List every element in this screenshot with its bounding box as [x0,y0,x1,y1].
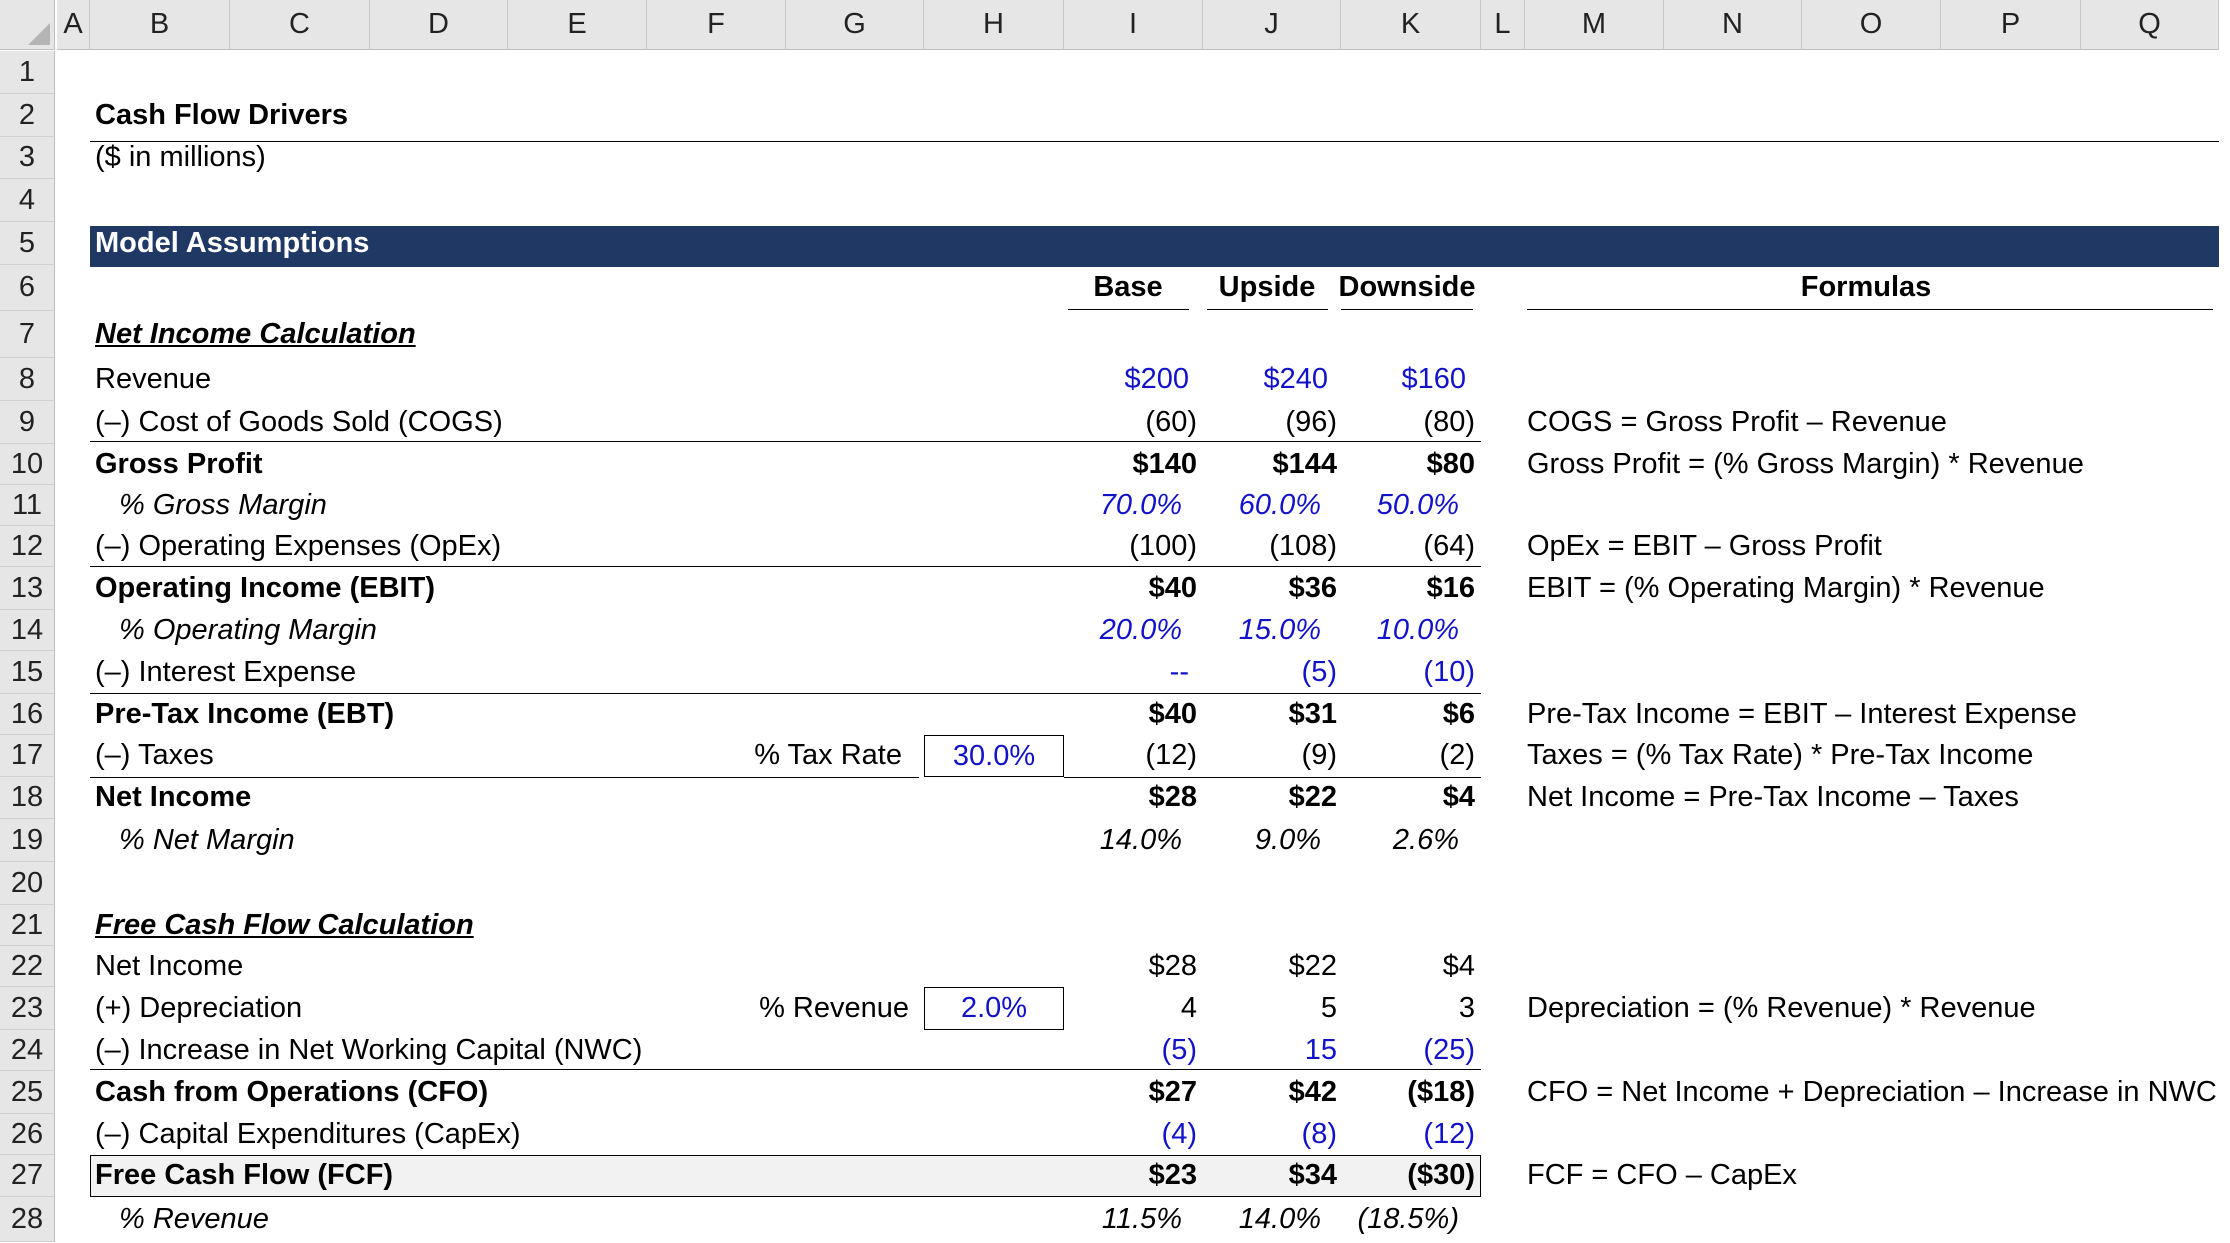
value-revenue-downside: $160 [1401,362,1466,395]
column-header-g[interactable]: G [786,0,924,50]
row-header-13[interactable]: 13 [0,567,55,610]
row-header-3[interactable]: 3 [0,137,55,179]
section-net-income: Net Income Calculation [95,317,416,350]
value-nwc-increase-upside: 15 [1304,1033,1337,1066]
value-operating-margin-downside: 10.0% [1376,613,1459,646]
value-fcf-margin-base: 11.5% [1101,1202,1182,1235]
value-revenue-base: $200 [1124,362,1189,395]
row-header-4[interactable]: 4 [0,179,55,222]
formula-fcf: FCF = CFO – CapEx [1527,1159,1797,1191]
column-header-b[interactable]: B [90,0,230,50]
value-taxes-base: (12) [1145,739,1197,771]
column-header-o[interactable]: O [1802,0,1941,50]
row-header-9[interactable]: 9 [0,401,55,444]
row-header-21[interactable]: 21 [0,905,55,946]
column-header-d[interactable]: D [370,0,508,50]
subtotal-border-1 [90,566,1481,567]
sheet-title: Cash Flow Drivers [95,98,349,131]
row-header-19[interactable]: 19 [0,819,55,862]
header-underline-1 [1207,309,1328,310]
value-ebit-upside: $36 [1288,571,1337,604]
row-header-23[interactable]: 23 [0,987,55,1030]
value-nwc-increase-base: (5) [1161,1033,1197,1066]
value-fcf-margin-downside: (18.5%) [1357,1202,1459,1235]
row-header-18[interactable]: 18 [0,777,55,819]
line-label-interest-expense: (–) Interest Expense [95,655,357,688]
tax-rate-label: % Tax Rate [754,739,902,771]
row-header-6[interactable]: 6 [0,265,55,311]
header-base: Base [1093,271,1163,303]
value-capex-upside: (8) [1301,1117,1337,1150]
value-depreciation-base: 4 [1180,991,1197,1024]
column-header-i[interactable]: I [1064,0,1203,50]
formula-opex: OpEx = EBIT – Gross Profit [1527,529,1882,562]
value-ebt-base: $40 [1148,697,1197,730]
value-taxes-upside: (9) [1301,739,1337,771]
value-cogs-downside: (80) [1423,405,1475,438]
line-label-capex: (–) Capital Expenditures (CapEx) [95,1117,521,1150]
value-opex-upside: (108) [1269,529,1337,562]
row-header-20[interactable]: 20 [0,862,55,905]
row-header-14[interactable]: 14 [0,610,55,651]
title-underline [90,141,2219,142]
value-fcf-upside: $34 [1288,1159,1337,1191]
header-underline-0 [1068,309,1189,310]
value-depreciation-downside: 3 [1458,991,1475,1024]
row-header-5[interactable]: 5 [0,222,55,265]
row-header-11[interactable]: 11 [0,485,55,526]
row-header-22[interactable]: 22 [0,946,55,987]
column-header-h[interactable]: H [924,0,1064,50]
value-gross-profit-base: $140 [1132,447,1197,480]
formula-taxes: Taxes = (% Tax Rate) * Pre-Tax Income [1527,739,2034,771]
value-opex-downside: (64) [1423,529,1475,562]
value-net-margin-upside: 9.0% [1254,823,1321,856]
value-cogs-base: (60) [1145,405,1197,438]
value-net-income-downside: $4 [1442,781,1475,813]
row-header-2[interactable]: 2 [0,94,55,137]
value-net-margin-downside: 2.6% [1392,823,1459,856]
value-fcf-net-income-upside: $22 [1288,949,1337,982]
row-header-28[interactable]: 28 [0,1197,55,1242]
value-ebit-downside: $16 [1426,571,1475,604]
line-label-gross-profit: Gross Profit [95,447,263,480]
value-net-income-upside: $22 [1288,781,1337,813]
value-interest-expense-base: -- [1169,655,1189,688]
subtotal-border-3 [90,777,919,778]
section-fcf: Free Cash Flow Calculation [95,908,474,941]
value-ebt-upside: $31 [1288,697,1337,730]
value-gross-margin-base: 70.0% [1099,488,1182,521]
value-cfo-base: $27 [1148,1075,1197,1108]
value-taxes-downside: (2) [1439,739,1475,771]
value-operating-margin-base: 20.0% [1099,613,1182,646]
value-cfo-upside: $42 [1288,1075,1337,1108]
value-gross-margin-upside: 60.0% [1238,488,1321,521]
formula-net-income: Net Income = Pre-Tax Income – Taxes [1527,781,2019,813]
subtotal-border-4 [1064,777,1481,778]
line-label-cfo: Cash from Operations (CFO) [95,1075,489,1108]
row-header-26[interactable]: 26 [0,1114,55,1155]
value-net-income-base: $28 [1148,781,1197,813]
value-interest-expense-downside: (10) [1423,655,1475,688]
formula-cfo: CFO = Net Income + Depreciation – Increase in NWC [1527,1075,2217,1108]
row-header-8[interactable]: 8 [0,358,55,401]
column-header-f[interactable]: F [647,0,786,50]
row-header-7[interactable]: 7 [0,311,55,358]
line-label-ebit: Operating Income (EBIT) [95,571,435,604]
formula-gross-profit: Gross Profit = (% Gross Margin) * Revenue [1527,447,2084,480]
subtotal-border-5 [90,1069,1481,1070]
value-capex-base: (4) [1161,1117,1197,1150]
value-nwc-increase-downside: (25) [1423,1033,1475,1066]
header-underline-2 [1341,309,1473,310]
value-fcf-net-income-base: $28 [1148,949,1197,982]
column-header-m[interactable]: M [1525,0,1664,50]
line-label-fcf-margin: % Revenue [119,1202,269,1235]
value-fcf-base: $23 [1148,1159,1197,1191]
line-label-net-margin: % Net Margin [119,823,295,856]
formula-depreciation: Depreciation = (% Revenue) * Revenue [1527,991,2036,1024]
value-ebt-downside: $6 [1442,697,1475,730]
column-header-a[interactable]: A [57,0,90,50]
row-header-1[interactable]: 1 [0,51,55,94]
line-label-operating-margin: % Operating Margin [119,613,377,646]
row-header-27[interactable]: 27 [0,1155,55,1197]
value-capex-downside: (12) [1423,1117,1475,1150]
row-header-10[interactable]: 10 [0,444,55,485]
column-header-c[interactable]: C [230,0,370,50]
value-net-margin-base: 14.0% [1099,823,1182,856]
header-formulas: Formulas [1800,271,1932,303]
value-gross-profit-downside: $80 [1426,447,1475,480]
row-header-24[interactable]: 24 [0,1030,55,1071]
value-opex-base: (100) [1129,529,1197,562]
line-label-ebt: Pre-Tax Income (EBT) [95,697,395,730]
value-depreciation-upside: 5 [1320,991,1337,1024]
depreciation-rate-label: % Revenue [759,991,909,1024]
line-label-net-income: Net Income [95,781,252,813]
line-label-revenue: Revenue [95,362,212,395]
value-interest-expense-upside: (5) [1301,655,1337,688]
value-revenue-upside: $240 [1263,362,1328,395]
row-header-15[interactable]: 15 [0,651,55,694]
value-cfo-downside: ($18) [1407,1075,1475,1108]
banner-bar [90,226,2219,267]
formula-ebit: EBIT = (% Operating Margin) * Revenue [1527,571,2045,604]
row-header-16[interactable]: 16 [0,694,55,735]
value-fcf-downside: ($30) [1407,1159,1475,1191]
row-header-17[interactable]: 17 [0,735,55,777]
formula-ebt: Pre-Tax Income = EBIT – Interest Expense [1527,697,2077,730]
line-label-cogs: (–) Cost of Goods Sold (COGS) [95,405,503,438]
value-gross-margin-downside: 50.0% [1376,488,1459,521]
header-upside: Upside [1218,271,1316,303]
header-underline-3 [1527,309,2213,310]
select-all-corner[interactable] [0,0,55,50]
formula-cogs: COGS = Gross Profit – Revenue [1527,405,1947,438]
column-header-l[interactable]: L [1481,0,1525,50]
value-ebit-base: $40 [1148,571,1197,604]
column-header-q[interactable]: Q [2081,0,2219,50]
column-header-e[interactable]: E [508,0,647,50]
value-fcf-net-income-downside: $4 [1442,949,1475,982]
depreciation-rate-input[interactable]: 2.0% [924,987,1064,1030]
value-fcf-margin-upside: 14.0% [1238,1202,1321,1235]
banner-title: Model Assumptions [95,226,370,259]
units-label: ($ in millions) [95,141,266,173]
line-label-gross-margin: % Gross Margin [119,488,327,521]
value-operating-margin-upside: 15.0% [1238,613,1321,646]
line-label-nwc-increase: (–) Increase in Net Working Capital (NWC) [95,1033,643,1066]
row-header-25[interactable]: 25 [0,1071,55,1114]
line-label-opex: (–) Operating Expenses (OpEx) [95,529,502,562]
line-label-fcf-net-income: Net Income [95,949,244,982]
row-header-12[interactable]: 12 [0,526,55,567]
value-gross-profit-upside: $144 [1272,447,1337,480]
subtotal-border-2 [90,693,1481,694]
value-cogs-upside: (96) [1285,405,1337,438]
line-label-fcf: Free Cash Flow (FCF) [95,1159,394,1191]
line-label-taxes: (–) Taxes [95,739,214,771]
column-header-k[interactable]: K [1341,0,1481,50]
subtotal-border-0 [90,441,1481,442]
column-header-p[interactable]: P [1941,0,2081,50]
tax-rate-input[interactable]: 30.0% [924,735,1064,777]
header-downside: Downside [1338,271,1476,303]
line-label-depreciation: (+) Depreciation [95,991,303,1024]
column-header-n[interactable]: N [1664,0,1802,50]
column-header-j[interactable]: J [1203,0,1341,50]
